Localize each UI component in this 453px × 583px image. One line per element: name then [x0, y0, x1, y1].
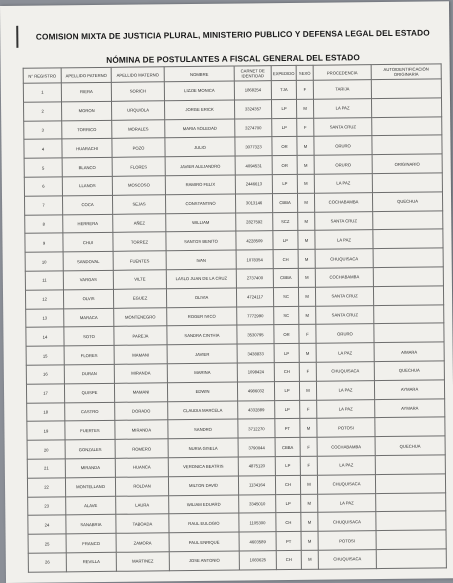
cell-carnet: 4332889 — [238, 400, 275, 419]
cell-carnet: 2737400 — [236, 269, 273, 288]
cell-sexo: F — [300, 400, 317, 419]
cell-registro: 2 — [24, 102, 62, 121]
cell-apellido-materno: FUENTES — [113, 251, 166, 270]
cell-registro: 8 — [25, 214, 63, 233]
cell-registro: 19 — [27, 421, 65, 440]
cell-procedencia: POTOSI — [318, 531, 376, 550]
cell-apellido-materno: MOSCOSO — [112, 176, 165, 195]
cell-carnet: 2827592 — [236, 212, 273, 231]
cell-registro: 23 — [28, 496, 66, 515]
cell-apellido-paterno: GONZALES — [65, 439, 115, 458]
cell-sexo: M — [297, 155, 314, 174]
cell-autoidentificacion — [372, 116, 442, 136]
cell-sexo: M — [298, 287, 315, 306]
cell-procedencia: LA PAZ — [315, 230, 373, 249]
cell-carnet: 3013146 — [235, 193, 272, 212]
cell-sexo: M — [298, 268, 315, 287]
cell-apellido-paterno: FUERTES — [65, 421, 115, 440]
cell-sexo: M — [300, 419, 317, 438]
cell-expedido: OR — [274, 325, 299, 344]
cell-autoidentificacion — [373, 248, 443, 268]
cell-expedido: LP — [272, 118, 297, 137]
cell-registro: 21 — [27, 459, 65, 478]
cell-autoidentificacion: QUECHUA — [375, 436, 445, 456]
cell-apellido-paterno: DURAN — [64, 364, 114, 383]
cell-registro: 5 — [24, 158, 62, 177]
commission-title: COMISION MIXTA DE JUSTICIA PLURAL, MINISTERIO PUBLICO Y DEFENSA LEGAL DEL ESTADO — [35, 27, 430, 42]
cell-nombre: WILLIAM — [166, 213, 236, 233]
cell-expedido: PT — [276, 532, 301, 551]
cell-procedencia: COCHABAMBA — [315, 268, 373, 287]
cell-procedencia: LA PAZ — [317, 399, 375, 418]
cell-nombre: LASLO JUAN DE LA CRUZ — [166, 269, 236, 289]
cell-sexo: M — [297, 174, 314, 193]
cell-sexo: M — [301, 531, 318, 550]
cell-carnet: 1078354 — [236, 250, 273, 269]
cell-sexo: M — [296, 99, 313, 118]
cell-nombre: MARINA — [167, 363, 237, 383]
cell-registro: 15 — [26, 346, 64, 365]
cell-expedido: CH — [274, 362, 299, 381]
cell-expedido: OR — [272, 156, 297, 175]
cell-registro: 1 — [23, 83, 61, 102]
cell-carnet: 3712270 — [238, 419, 275, 438]
cell-expedido: LP — [275, 456, 300, 475]
cell-apellido-materno: ROLDAN — [115, 476, 168, 495]
cell-autoidentificacion: ORIGINARIO — [372, 154, 442, 174]
cell-nombre: MARIA SOLEDAD — [165, 119, 235, 139]
cell-carnet: 4603589 — [239, 532, 276, 551]
postulantes-table — [23, 63, 447, 572]
cell-apellido-materno: VILTE — [113, 270, 166, 289]
cell-procedencia: SANTA CRUZ — [316, 305, 374, 324]
cell-apellido-paterno: RIERA — [61, 82, 111, 101]
cell-registro: 6 — [24, 177, 62, 196]
cell-procedencia: ORURO — [314, 155, 372, 174]
cell-sexo: M — [301, 550, 318, 569]
cell-registro: 25 — [28, 534, 66, 553]
col-procedencia: PROCEDENCIA — [313, 65, 371, 81]
cell-apellido-materno: MIRANDA — [115, 420, 168, 439]
col-registro: N° REGISTRO — [23, 68, 61, 83]
cell-autoidentificacion — [371, 98, 441, 118]
cell-carnet: 4724117 — [236, 287, 273, 306]
cell-autoidentificacion — [375, 455, 445, 475]
cell-procedencia: COCHABAMBA — [317, 437, 375, 456]
cell-apellido-materno: EGUEZ — [113, 289, 166, 308]
cell-registro: 10 — [25, 252, 63, 271]
cell-registro: 26 — [28, 553, 66, 572]
cell-procedencia: LA PAZ — [316, 343, 374, 362]
margin-rule — [16, 26, 18, 48]
cell-nombre: JOSE ANTONIO — [169, 551, 239, 571]
cell-nombre: MILTON DAVID — [168, 476, 238, 496]
cell-nombre: LIZZIE MONICA — [164, 81, 234, 101]
col-sexo: SEXO — [296, 65, 313, 80]
cell-nombre: PAUL ENRIQUE — [169, 532, 239, 552]
cell-expedido: PT — [275, 419, 300, 438]
cell-procedencia: SANTA CRUZ — [314, 117, 372, 136]
cell-apellido-materno: MIRANDA — [114, 364, 167, 383]
cell-registro: 14 — [26, 327, 64, 346]
cell-autoidentificacion — [372, 135, 442, 155]
cell-expedido: CBBA — [272, 193, 297, 212]
cell-sexo: F — [299, 325, 316, 344]
cell-expedido: LP — [275, 400, 300, 419]
cell-apellido-paterno: SANDOVAL — [63, 252, 113, 271]
cell-autoidentificacion — [371, 79, 441, 99]
cell-apellido-materno: TORREZ — [113, 232, 166, 251]
cell-apellido-materno: PAREJA — [114, 326, 167, 345]
cell-procedencia: LA PAZ — [318, 493, 376, 512]
cell-expedido: LP — [274, 381, 299, 400]
cell-autoidentificacion — [374, 323, 444, 343]
cell-nombre: OLIVIA — [166, 288, 236, 308]
cell-procedencia: LA PAZ — [314, 174, 372, 193]
col-carnet: CARNET DE IDENTIDAD — [234, 66, 271, 81]
cell-apellido-materno: HUANCA — [115, 458, 168, 477]
cell-sexo: M — [298, 212, 315, 231]
cell-apellido-paterno: VARGAS — [63, 270, 113, 289]
cell-autoidentificacion — [375, 417, 445, 437]
cell-nombre: EDWIN — [167, 382, 237, 402]
cell-carnet: 1083625 — [239, 551, 276, 570]
cell-apellido-materno: TABOADA — [116, 514, 169, 533]
cell-expedido: LP — [273, 231, 298, 250]
cell-expedido: LP — [276, 494, 301, 513]
cell-procedencia: SANTA CRUZ — [315, 211, 373, 230]
cell-procedencia: LA PAZ — [313, 98, 371, 117]
cell-registro: 17 — [26, 384, 64, 403]
cell-apellido-materno: ROMERO — [115, 439, 168, 458]
cell-procedencia: CHUQUISACA — [317, 474, 375, 493]
cell-autoidentificacion — [372, 173, 442, 193]
cell-registro: 9 — [25, 233, 63, 252]
cell-sexo: M — [299, 343, 316, 362]
cell-expedido: LP — [271, 99, 296, 118]
cell-apellido-paterno: CASTRO — [65, 402, 115, 421]
cell-apellido-materno: SEJAS — [112, 195, 165, 214]
cell-procedencia: LA PAZ — [317, 456, 375, 475]
cell-carnet: 4094531 — [235, 156, 272, 175]
cell-apellido-paterno: FRANCO — [66, 533, 116, 552]
cell-procedencia: COCHABAMBA — [314, 192, 372, 211]
cell-procedencia: ORURO — [316, 324, 374, 343]
cell-procedencia: ORURO — [314, 136, 372, 155]
cell-expedido: CBBA — [275, 438, 300, 457]
cell-autoidentificacion — [376, 530, 446, 550]
cell-registro: 22 — [27, 478, 65, 497]
cell-autoidentificacion — [376, 511, 446, 531]
cell-expedido: CH — [276, 513, 301, 532]
cell-expedido: LP — [272, 174, 297, 193]
cell-carnet: 7772990 — [237, 306, 274, 325]
cell-registro: 20 — [27, 440, 65, 459]
cell-nombre: IVAN — [166, 250, 236, 270]
cell-carnet: 3274700 — [235, 118, 272, 137]
cell-sexo: F — [300, 437, 317, 456]
cell-apellido-paterno: SOTO — [64, 327, 114, 346]
cell-sexo: M — [299, 381, 316, 400]
cell-apellido-paterno: COCA — [62, 195, 112, 214]
cell-carnet: 1868254 — [234, 81, 271, 100]
cell-nombre: JAVIER — [167, 344, 237, 364]
cell-carnet: 3345010 — [239, 494, 276, 513]
cell-nombre: CLAUDIA MARCELA — [168, 401, 238, 421]
cell-apellido-materno: MONTENEGRO — [114, 307, 167, 326]
cell-expedido: CH — [275, 475, 300, 494]
cell-procedencia: LA PAZ — [316, 380, 374, 399]
cell-autoidentificacion — [376, 549, 446, 569]
cell-autoidentificacion — [373, 286, 443, 306]
col-apellido-paterno: APELLIDO PATERNO — [61, 67, 111, 83]
cell-apellido-paterno: MIRANDA — [65, 458, 115, 477]
cell-apellido-paterno: HUARACHI — [62, 139, 112, 158]
cell-apellido-paterno: OLVIS — [63, 289, 113, 308]
cell-expedido: SCZ — [273, 212, 298, 231]
cell-apellido-paterno: REVILLA — [66, 552, 116, 571]
cell-registro: 11 — [25, 271, 63, 290]
cell-apellido-paterno: MARACA — [64, 308, 114, 327]
cell-carnet: 4875120 — [238, 457, 275, 476]
cell-registro: 13 — [26, 308, 64, 327]
cell-sexo: F — [299, 362, 316, 381]
cell-apellido-materno: MAMANI — [114, 345, 167, 364]
cell-expedido: CH — [276, 550, 301, 569]
cell-apellido-paterno: HERRERA — [63, 214, 113, 233]
cell-sexo: F — [296, 80, 313, 99]
cell-nombre: NURIA GISELA — [168, 438, 238, 458]
cell-expedido: CH — [273, 250, 298, 269]
cell-procedencia: CHUQUISACA — [318, 550, 376, 569]
cell-sexo: F — [300, 456, 317, 475]
cell-sexo: M — [298, 231, 315, 250]
cell-apellido-materno: POZO — [112, 138, 165, 157]
cell-apellido-materno: MORALES — [112, 119, 165, 138]
cell-apellido-paterno: QUISPE — [64, 383, 114, 402]
cell-carnet: 1105300 — [239, 513, 276, 532]
cell-registro: 18 — [27, 402, 65, 421]
cell-procedencia: TARIJA — [313, 80, 371, 99]
cell-nombre: JAVIER ALEJANDRO — [165, 156, 235, 176]
cell-nombre: CONSTANTINO — [165, 194, 235, 214]
cell-apellido-materno: MAMANI — [114, 383, 167, 402]
cell-sexo: M — [301, 494, 318, 513]
cell-carnet: 3077323 — [235, 137, 272, 156]
document-sheet — [0, 1, 453, 583]
cell-expedido: OR — [272, 137, 297, 156]
cell-registro: 12 — [25, 290, 63, 309]
cell-apellido-materno: ZAMORA — [116, 533, 169, 552]
cell-registro: 4 — [24, 139, 62, 158]
cell-autoidentificacion: QUECHUA — [372, 192, 442, 212]
table-body — [23, 79, 446, 572]
cell-autoidentificacion — [373, 267, 443, 287]
cell-apellido-materno: DORADO — [115, 401, 168, 420]
cell-nombre: ROGER IVICO — [167, 307, 237, 327]
cell-autoidentificacion: QUECHUA — [374, 361, 444, 381]
cell-procedencia: CHUQUISACA — [315, 249, 373, 268]
cell-expedido: CBBA — [273, 268, 298, 287]
cell-registro: 7 — [24, 196, 62, 215]
cell-registro: 3 — [24, 120, 62, 139]
cell-sexo: M — [300, 475, 317, 494]
cell-nombre: WILIAM EDUARD — [169, 495, 239, 515]
cell-procedencia: CHUQUISACA — [318, 512, 376, 531]
cell-procedencia: SANTA CRUZ — [315, 286, 373, 305]
cell-sexo: M — [299, 306, 316, 325]
cell-expedido: SC — [273, 287, 298, 306]
cell-autoidentificacion: AYMARA — [374, 380, 444, 400]
cell-nombre: RAMIRO FELIX — [165, 175, 235, 195]
cell-apellido-materno: AÑEZ — [113, 213, 166, 232]
cell-nombre: SANTOS BENITO — [166, 231, 236, 251]
cell-autoidentificacion — [373, 210, 443, 230]
cell-carnet: 4228509 — [236, 231, 273, 250]
cell-carnet: 3790044 — [238, 438, 275, 457]
document-title: NÓMINA DE POSTULANTES A FISCAL GENERAL DEL ESTADO — [106, 52, 360, 65]
cell-nombre: SANDRO — [168, 419, 238, 439]
cell-apellido-materno: SORICH — [111, 82, 164, 101]
cell-nombre: JORGE ERICK — [164, 100, 234, 120]
cell-carnet: 1134164 — [238, 475, 275, 494]
col-autoidentificacion: AUTOIDENTIFICACIÓN ORIGINARIA — [371, 64, 441, 80]
cell-apellido-paterno: FLORES — [64, 345, 114, 364]
table-row — [28, 549, 446, 572]
cell-procedencia: POTOSI — [317, 418, 375, 437]
cell-carnet: 3324357 — [234, 99, 271, 118]
cell-nombre: JULIO — [165, 137, 235, 157]
cell-autoidentificacion — [375, 474, 445, 494]
cell-autoidentificacion: AIMARA — [374, 342, 444, 362]
cell-apellido-paterno: SANABRIA — [66, 515, 116, 534]
cell-nombre: VERONICA BEATRIS — [168, 457, 238, 477]
cell-sexo: F — [297, 118, 314, 137]
cell-autoidentificacion — [376, 492, 446, 512]
cell-sexo: M — [297, 137, 314, 156]
cell-autoidentificacion — [373, 229, 443, 249]
cell-apellido-paterno: CHUI — [63, 233, 113, 252]
cell-apellido-materno: LAURA — [116, 495, 169, 514]
cell-carnet: 2446613 — [235, 175, 272, 194]
cell-registro: 16 — [26, 365, 64, 384]
cell-carnet: 1098424 — [237, 363, 274, 382]
cell-nombre: RAUL EULOGIO — [169, 513, 239, 533]
cell-apellido-materno: URQUIOLA — [112, 101, 165, 120]
cell-procedencia: CHUQUISACA — [316, 362, 374, 381]
cell-apellido-materno: MARTINEZ — [116, 552, 169, 571]
cell-apellido-materno: FLORES — [112, 157, 165, 176]
cell-autoidentificacion: AYMARA — [375, 398, 445, 418]
cell-apellido-paterno: BLANCO — [62, 158, 112, 177]
cell-carnet: 4986032 — [237, 381, 274, 400]
cell-expedido: TJA — [271, 80, 296, 99]
cell-autoidentificacion — [374, 304, 444, 324]
cell-apellido-paterno: MORON — [62, 101, 112, 120]
cell-apellido-paterno: LLANOS — [62, 176, 112, 195]
cell-carnet: 3438833 — [237, 344, 274, 363]
cell-expedido: SC — [274, 306, 299, 325]
cell-sexo: M — [298, 249, 315, 268]
cell-apellido-paterno: ALAVE — [66, 496, 116, 515]
cell-nombre: SANDRA CINTHIA — [167, 325, 237, 345]
col-apellido-materno: APELLIDO MATERNO — [111, 67, 164, 83]
cell-apellido-paterno: MONTELLANO — [65, 477, 115, 496]
cell-sexo: M — [301, 513, 318, 532]
cell-expedido: LP — [274, 344, 299, 363]
col-nombre: NOMBRE — [164, 66, 234, 82]
cell-carnet: 3530795 — [237, 325, 274, 344]
cell-apellido-paterno: TORRICO — [62, 120, 112, 139]
col-expedido: EXPEDIDO — [271, 65, 296, 80]
cell-registro: 24 — [28, 515, 66, 534]
cell-sexo: M — [297, 193, 314, 212]
